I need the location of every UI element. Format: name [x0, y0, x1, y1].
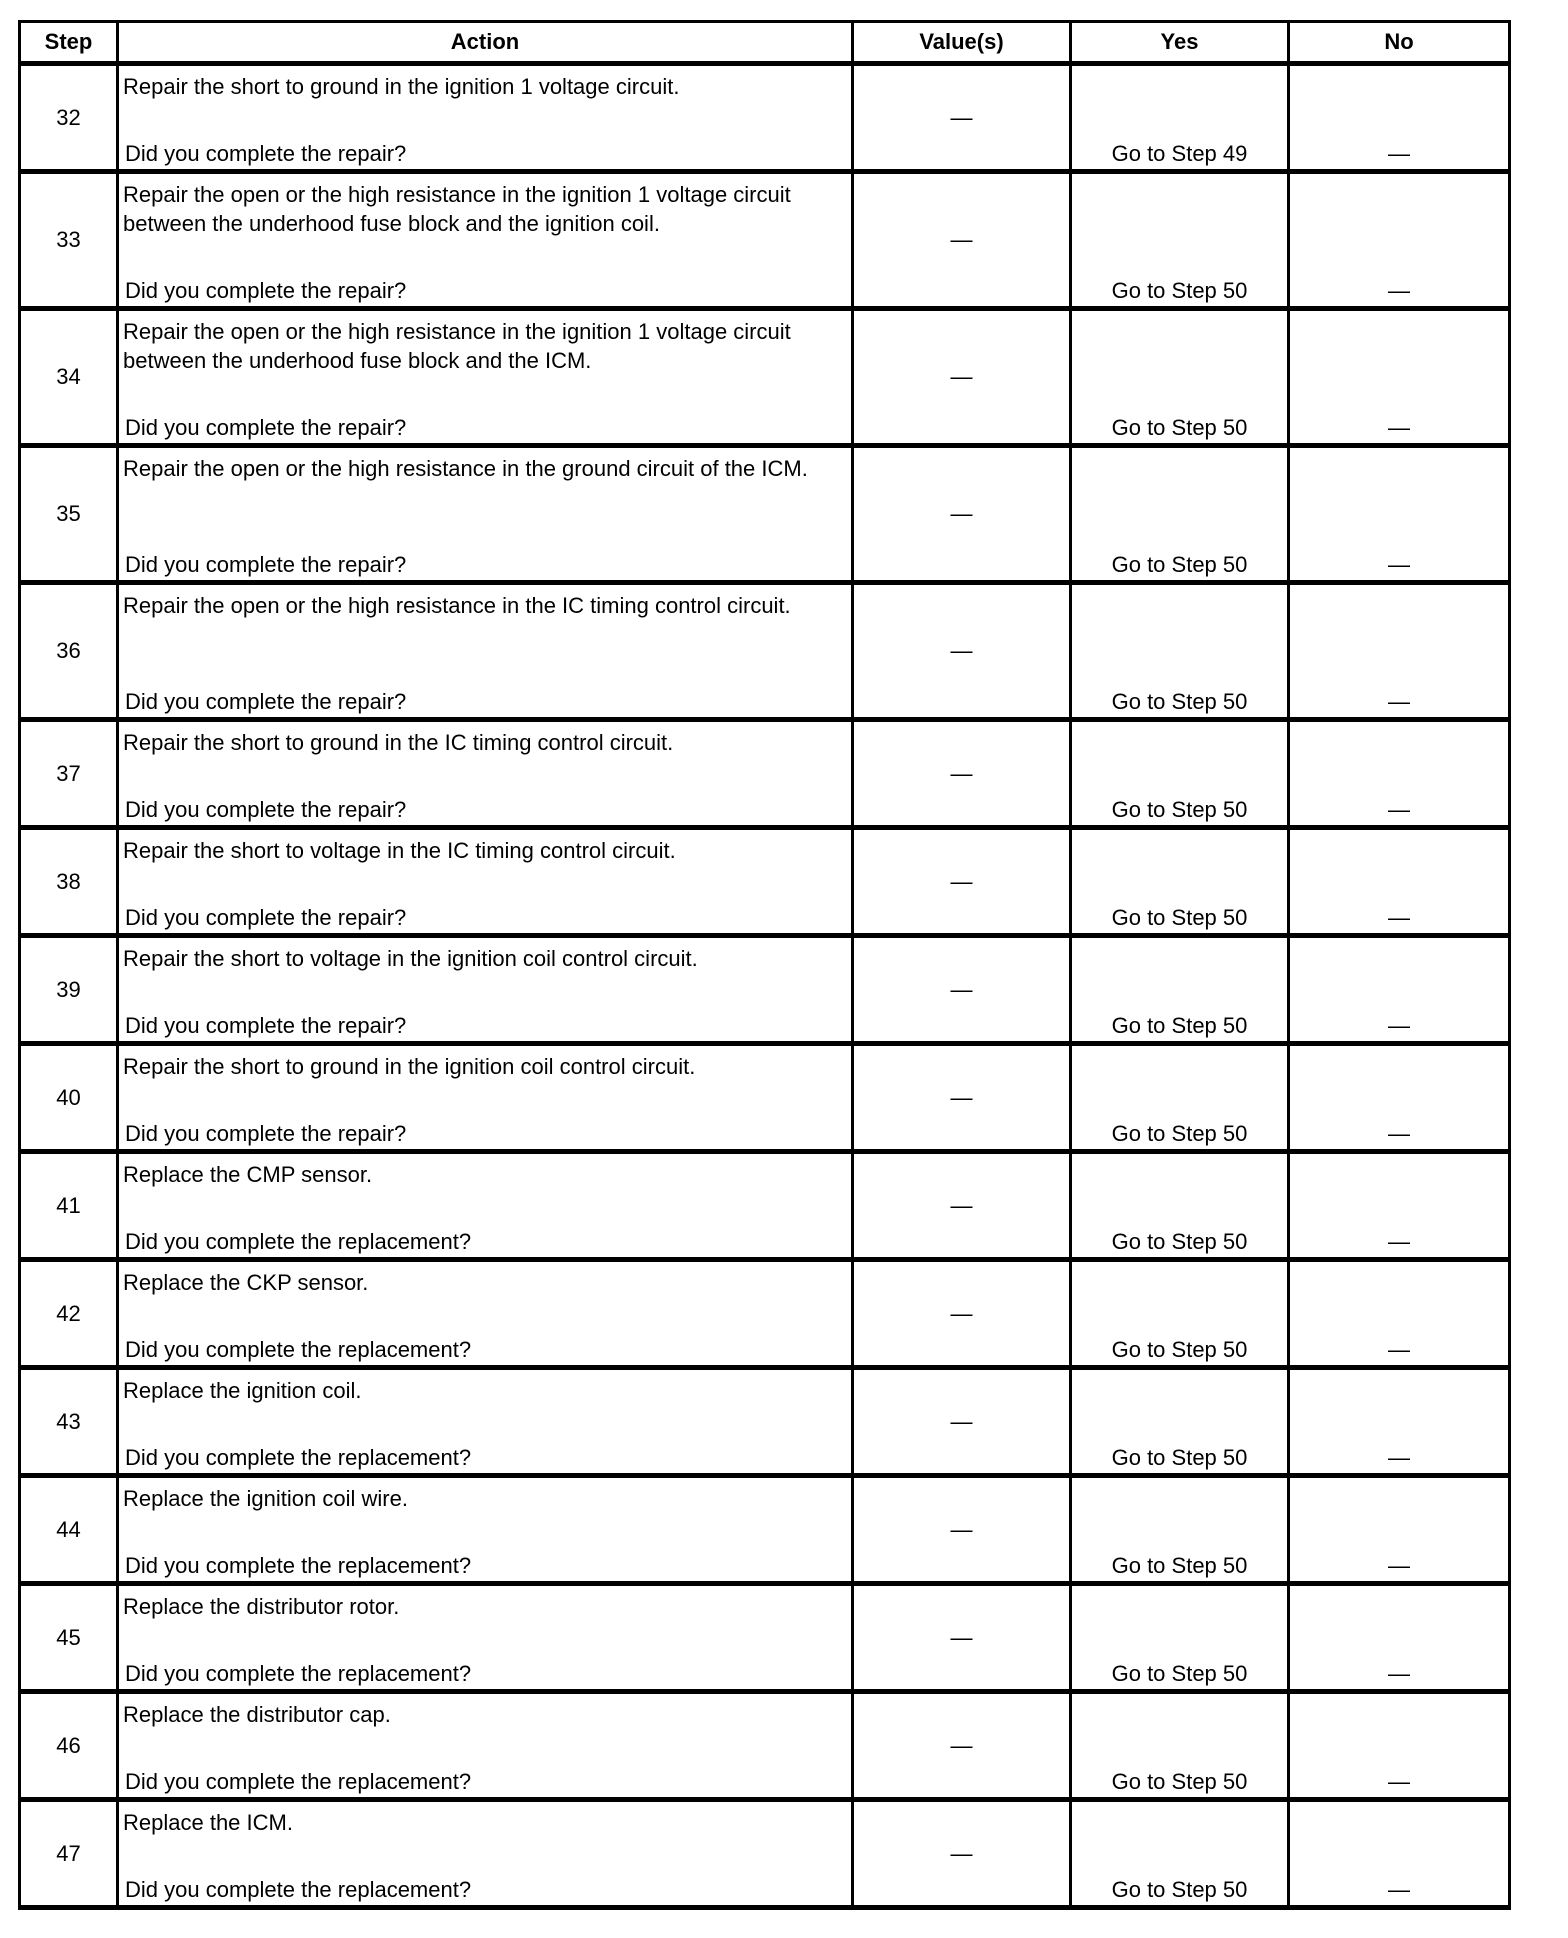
table-row	[20, 309, 1510, 446]
yes-cell: Go to Step 50	[1071, 1260, 1289, 1368]
no-cell: —	[1289, 172, 1510, 309]
action-text: Replace the ignition coil wire.	[123, 1486, 408, 1511]
yes-cell: Go to Step 50	[1071, 309, 1289, 446]
table-row	[20, 1476, 1510, 1584]
no-cell: —	[1289, 1152, 1510, 1260]
header-action: Action	[118, 22, 853, 64]
action-question: Did you complete the replacement?	[125, 1661, 472, 1686]
diagnostic-table	[18, 20, 1511, 1910]
action-question: Did you complete the repair?	[125, 278, 407, 303]
no-cell: —	[1289, 1692, 1510, 1800]
no-cell: —	[1289, 1476, 1510, 1584]
yes-cell: Go to Step 50	[1071, 583, 1289, 720]
header-row	[20, 22, 1510, 64]
action-question: Did you complete the repair?	[125, 905, 407, 930]
header-no: No	[1289, 22, 1510, 64]
step-number: 37	[20, 720, 118, 828]
yes-cell: Go to Step 50	[1071, 936, 1289, 1044]
action-text: Repair the short to voltage in the IC timing control circuit.	[123, 838, 676, 863]
yes-cell: Go to Step 50	[1071, 1800, 1289, 1908]
yes-cell: Go to Step 50	[1071, 1584, 1289, 1692]
table-row	[20, 1044, 1510, 1152]
table-row	[20, 446, 1510, 583]
table-row	[20, 1692, 1510, 1800]
value-cell: —	[853, 720, 1071, 828]
action-text: Repair the short to ground in the ignition coil control circuit.	[123, 1054, 696, 1079]
yes-cell: Go to Step 50	[1071, 1152, 1289, 1260]
yes-cell: Go to Step 50	[1071, 172, 1289, 309]
action-cell	[118, 1152, 853, 1260]
no-cell: —	[1289, 1368, 1510, 1476]
action-text: Repair the short to ground in the IC timing control circuit.	[123, 730, 674, 755]
value-cell: —	[853, 1692, 1071, 1800]
action-question: Did you complete the repair?	[125, 415, 407, 440]
action-text: Replace the distributor cap.	[123, 1702, 391, 1727]
table-row	[20, 828, 1510, 936]
step-number: 40	[20, 1044, 118, 1152]
header-step: Step	[20, 22, 118, 64]
action-text: Replace the CKP sensor.	[123, 1270, 369, 1295]
action-text: Repair the open or the high resistance in the ignition 1 voltage circuit between the underhood fuse block and the ignition coil.	[123, 182, 791, 236]
value-cell: —	[853, 1044, 1071, 1152]
value-cell: —	[853, 446, 1071, 583]
action-cell	[118, 1260, 853, 1368]
action-cell	[118, 1044, 853, 1152]
step-number: 42	[20, 1260, 118, 1368]
step-number: 32	[20, 64, 118, 172]
value-cell: —	[853, 1800, 1071, 1908]
header-values: Value(s)	[853, 22, 1071, 64]
yes-cell: Go to Step 50	[1071, 446, 1289, 583]
table-row	[20, 936, 1510, 1044]
no-cell: —	[1289, 1584, 1510, 1692]
action-text: Replace the ICM.	[123, 1810, 293, 1835]
table-row	[20, 1152, 1510, 1260]
action-cell	[118, 446, 853, 583]
yes-cell: Go to Step 50	[1071, 1692, 1289, 1800]
action-text: Repair the open or the high resistance in the ground circuit of the ICM.	[123, 456, 808, 481]
yes-cell: Go to Step 50	[1071, 1044, 1289, 1152]
action-cell	[118, 1692, 853, 1800]
step-number: 47	[20, 1800, 118, 1908]
action-cell	[118, 828, 853, 936]
value-cell: —	[853, 1152, 1071, 1260]
no-cell: —	[1289, 1800, 1510, 1908]
step-number: 33	[20, 172, 118, 309]
step-number: 35	[20, 446, 118, 583]
action-cell	[118, 64, 853, 172]
action-text: Replace the ignition coil.	[123, 1378, 362, 1403]
value-cell: —	[853, 1584, 1071, 1692]
step-number: 41	[20, 1152, 118, 1260]
step-number: 46	[20, 1692, 118, 1800]
step-number: 38	[20, 828, 118, 936]
no-cell: —	[1289, 720, 1510, 828]
table-row	[20, 583, 1510, 720]
header-yes: Yes	[1071, 22, 1289, 64]
table-row	[20, 1368, 1510, 1476]
action-question: Did you complete the repair?	[125, 141, 407, 166]
table-row	[20, 1800, 1510, 1908]
no-cell: —	[1289, 309, 1510, 446]
action-cell	[118, 1800, 853, 1908]
step-number: 45	[20, 1584, 118, 1692]
no-cell: —	[1289, 64, 1510, 172]
action-cell	[118, 583, 853, 720]
action-cell	[118, 1476, 853, 1584]
action-cell	[118, 309, 853, 446]
yes-cell: Go to Step 50	[1071, 1368, 1289, 1476]
step-number: 36	[20, 583, 118, 720]
action-text: Repair the open or the high resistance in the IC timing control circuit.	[123, 593, 791, 618]
table-row	[20, 64, 1510, 172]
no-cell: —	[1289, 446, 1510, 583]
no-cell: —	[1289, 1260, 1510, 1368]
action-cell	[118, 1368, 853, 1476]
step-number: 39	[20, 936, 118, 1044]
action-question: Did you complete the repair?	[125, 552, 407, 577]
action-question: Did you complete the repair?	[125, 797, 407, 822]
value-cell: —	[853, 1368, 1071, 1476]
action-question: Did you complete the replacement?	[125, 1337, 472, 1362]
yes-cell: Go to Step 50	[1071, 720, 1289, 828]
value-cell: —	[853, 936, 1071, 1044]
table-row	[20, 1584, 1510, 1692]
action-question: Did you complete the replacement?	[125, 1769, 472, 1794]
value-cell: —	[853, 172, 1071, 309]
value-cell: —	[853, 1260, 1071, 1368]
value-cell: —	[853, 828, 1071, 936]
action-cell	[118, 172, 853, 309]
value-cell: —	[853, 64, 1071, 172]
no-cell: —	[1289, 936, 1510, 1044]
no-cell: —	[1289, 1044, 1510, 1152]
action-text: Repair the short to ground in the ignition 1 voltage circuit.	[123, 74, 680, 99]
table-row	[20, 172, 1510, 309]
table-row	[20, 1260, 1510, 1368]
no-cell: —	[1289, 583, 1510, 720]
yes-cell: Go to Step 50	[1071, 828, 1289, 936]
step-number: 34	[20, 309, 118, 446]
action-question: Did you complete the repair?	[125, 1121, 407, 1146]
action-question: Did you complete the replacement?	[125, 1553, 472, 1578]
action-text: Replace the distributor rotor.	[123, 1594, 400, 1619]
action-question: Did you complete the replacement?	[125, 1445, 472, 1470]
no-cell: —	[1289, 828, 1510, 936]
action-question: Did you complete the repair?	[125, 1013, 407, 1038]
table-row	[20, 720, 1510, 828]
step-number: 44	[20, 1476, 118, 1584]
yes-cell: Go to Step 49	[1071, 64, 1289, 172]
action-question: Did you complete the repair?	[125, 689, 407, 714]
action-question: Did you complete the replacement?	[125, 1877, 472, 1902]
action-text: Replace the CMP sensor.	[123, 1162, 373, 1187]
action-text: Repair the short to voltage in the ignition coil control circuit.	[123, 946, 698, 971]
step-number: 43	[20, 1368, 118, 1476]
action-text: Repair the open or the high resistance in the ignition 1 voltage circuit between the underhood fuse block and the ICM.	[123, 319, 791, 373]
value-cell: —	[853, 583, 1071, 720]
value-cell: —	[853, 309, 1071, 446]
action-cell	[118, 936, 853, 1044]
action-cell	[118, 720, 853, 828]
action-question: Did you complete the replacement?	[125, 1229, 472, 1254]
action-cell	[118, 1584, 853, 1692]
value-cell: —	[853, 1476, 1071, 1584]
yes-cell: Go to Step 50	[1071, 1476, 1289, 1584]
